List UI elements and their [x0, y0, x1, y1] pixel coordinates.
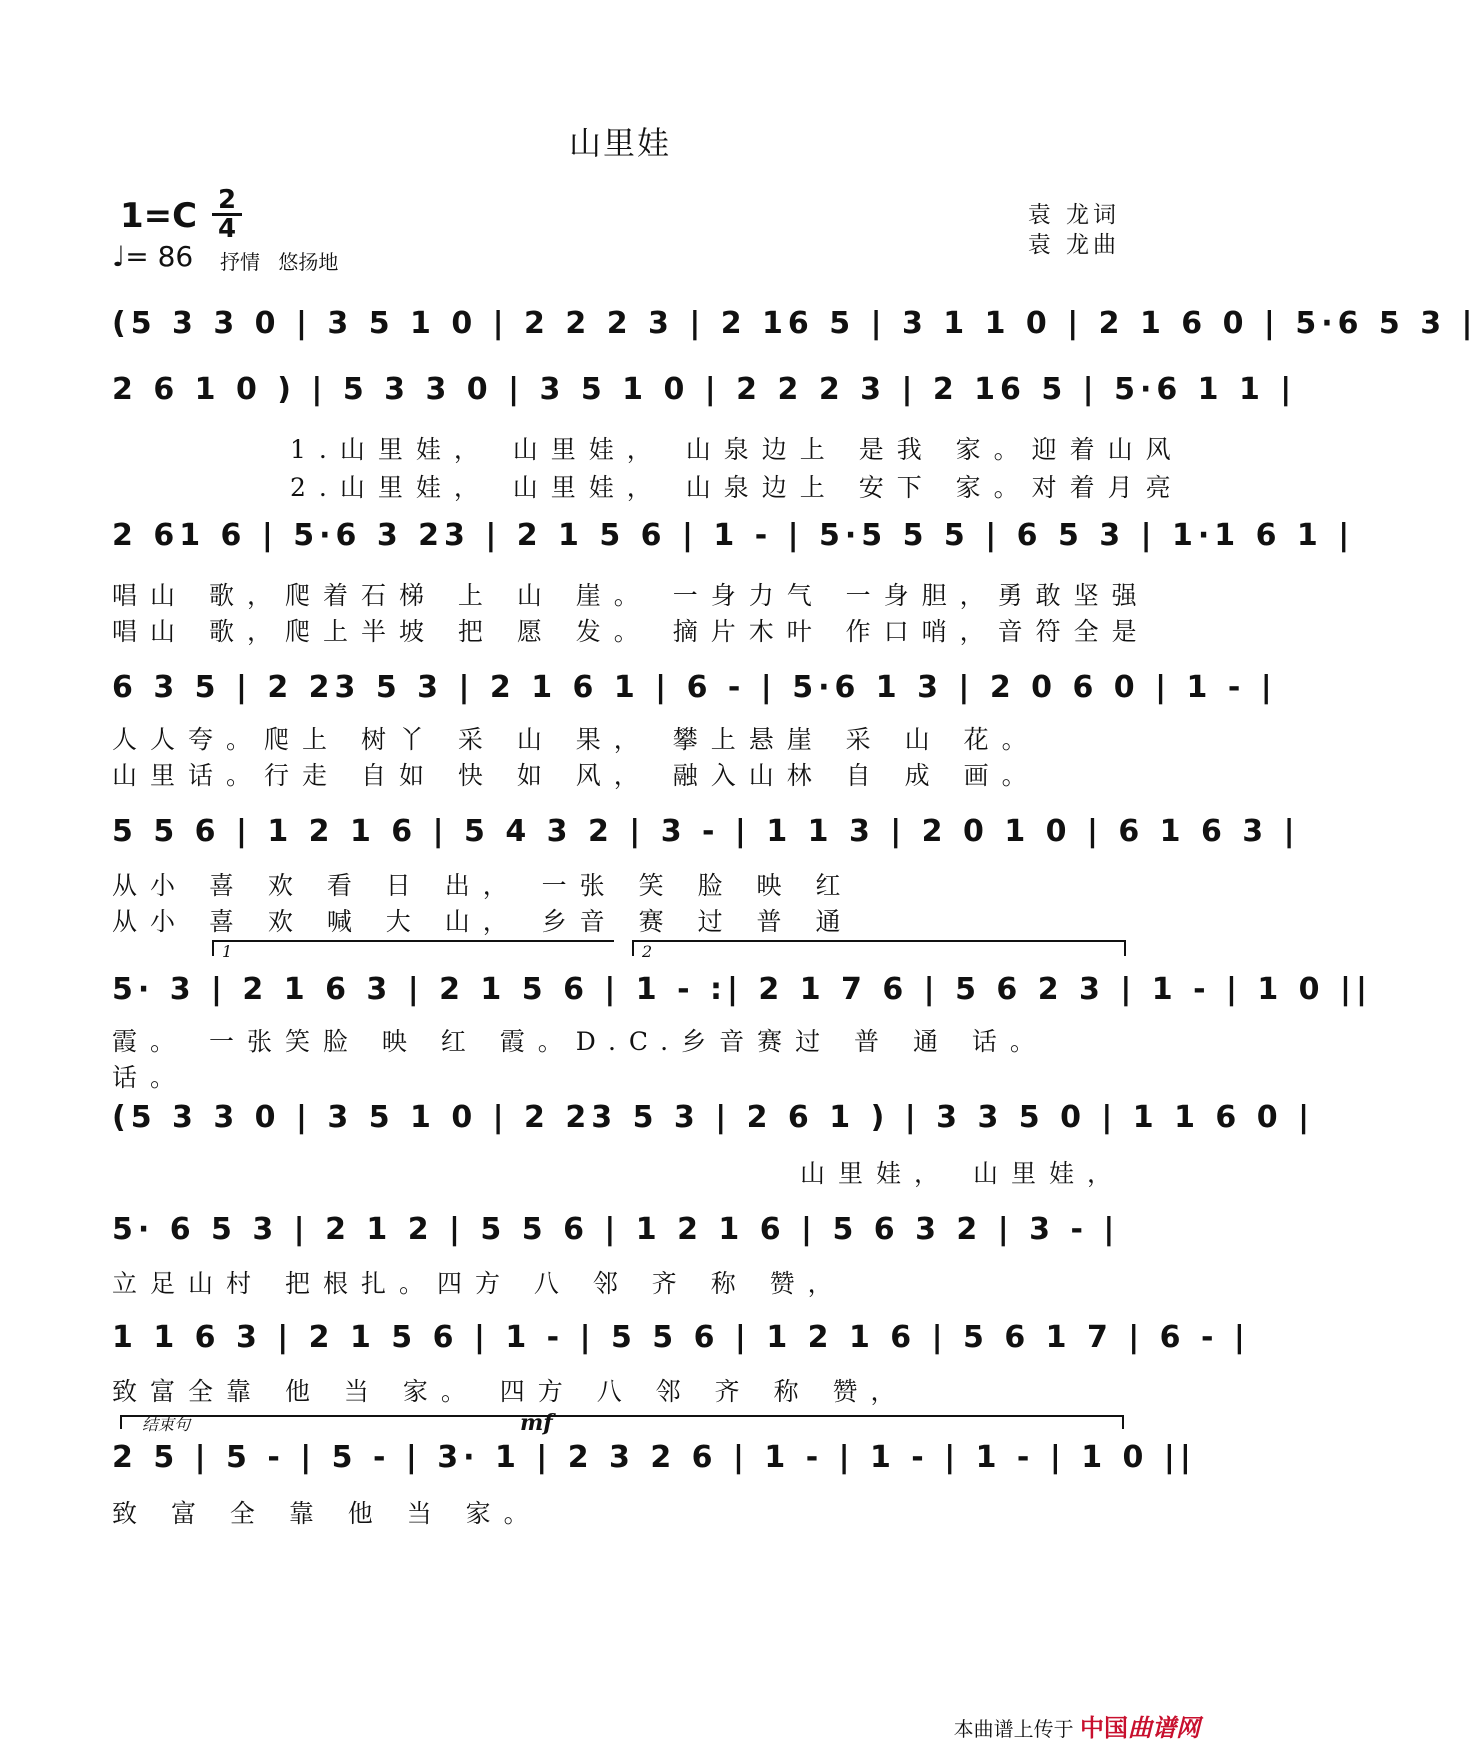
- lyric-row-3-verse-2: 唱山 歌，爬上半坡 把 愿 发。 摘片木叶 作口哨，音符全是: [112, 617, 1150, 646]
- lyric-row-4-verse-2: 山里话。行走 自如 快 如 风， 融入山林 自 成 画。: [112, 761, 1040, 790]
- expression-mark: 抒情 悠扬地: [220, 250, 339, 274]
- score-title: 山里娃: [568, 124, 671, 162]
- notation-row-5: 5 5 6 | 1 2 1 6 | 5 4 3 2 | 3 - | 1 1 3 | 2 0 1 0 | 6 1 6 3 |: [112, 814, 1300, 849]
- notation-row-7: (5 3 3 0 | 3 5 1 0 | 2 23 5 3 | 2 6 1 ) | 3 3 5 0 | 1 1 6 0 |: [112, 1100, 1315, 1135]
- notation-row-3: 2 61 6 | 5·6 3 23 | 2 1 5 6 | 1 - | 5·5 5 5 | 6 5 3 | 1·1 6 1 |: [112, 518, 1355, 553]
- lyric-row-6-verse-2: 话。: [112, 1063, 189, 1092]
- composer-credit: 袁 龙曲: [1027, 232, 1120, 258]
- volta-bracket-2: [632, 940, 1126, 961]
- lyric-row-9: 致富全靠 他 当 家。 四方 八 邻 齐 称 赞，: [112, 1377, 909, 1406]
- notation-row-1: (5 3 3 0 | 3 5 1 0 | 2 2 2 3 | 2 16 5 | 3 1 1 0 | 2 1 6 0 | 5·6 5 3 |: [112, 306, 1478, 341]
- lyric-row-10: 致 富 全 靠 他 当 家。: [112, 1499, 542, 1528]
- ending-bracket: [120, 1415, 1124, 1429]
- notation-row-10: 2 5 | 5 - | 5 - | 3· 1 | 2 3 2 6 | 1 - | 1 - | 1 - | 1 0 ||: [112, 1440, 1196, 1475]
- notation-row-6: 5· 3 | 2 1 6 3 | 2 1 5 6 | 1 - :| 2 1 7 6 | 5 6 2 3 | 1 - | 1 0 ||: [112, 972, 1372, 1007]
- time-signature: [212, 185, 242, 244]
- lyric-row-5-verse-2: 从小 喜 欢 喊 大 山， 乡音 赛 过 普 通: [112, 907, 854, 936]
- lyric-row-6-verse-1: 霞。 一张笑脸 映 红 霞。D.C.乡音赛过 普 通 话。: [112, 1027, 1048, 1056]
- lyric-row-2-verse-2: 2.山里娃， 山里娃， 山泉边上 安下 家。对着月亮: [290, 473, 1184, 502]
- key-signature: 1=C: [120, 196, 198, 236]
- lyric-row-5-verse-1: 从小 喜 欢 看 日 出， 一张 笑 脸 映 红: [112, 871, 854, 900]
- lyric-row-2-verse-1: 1.山里娃， 山里娃， 山泉边上 是我 家。迎着山风: [290, 435, 1184, 464]
- notation-row-8: 5· 6 5 3 | 2 1 2 | 5 5 6 | 1 2 1 6 | 5 6 3 2 | 3 - |: [112, 1212, 1120, 1247]
- footer-logo-main: 中国: [1080, 1714, 1128, 1742]
- lyric-row-3-verse-1: 唱山 歌，爬着石梯 上 山 崖。 一身力气 一身胆，勇敢坚强: [112, 581, 1150, 610]
- notation-row-9: 1 1 6 3 | 2 1 5 6 | 1 - | 5 5 6 | 1 2 1 6 | 5 6 1 7 | 6 - |: [112, 1320, 1250, 1355]
- tempo-mark: ♩= 86: [112, 240, 194, 273]
- footer-logo-sub: 曲谱网: [1128, 1714, 1200, 1742]
- footer-text: 本曲谱上传于: [953, 1717, 1074, 1741]
- footer-credit: [954, 1708, 1200, 1743]
- time-signature-bottom: 4: [217, 214, 237, 244]
- volta-bracket-1: [212, 940, 614, 961]
- lyric-row-7: 山里娃， 山里娃，: [800, 1159, 1125, 1188]
- volta-number-2: 2: [642, 942, 653, 961]
- volta-number-1: 1: [222, 942, 233, 961]
- ending-label: 结束句: [142, 1415, 191, 1434]
- dynamic-mark: mf: [520, 1410, 553, 1436]
- time-signature-top: 2: [217, 185, 237, 215]
- notation-row-4: 6 3 5 | 2 23 5 3 | 2 1 6 1 | 6 - | 5·6 1 3 | 2 0 6 0 | 1 - |: [112, 670, 1277, 705]
- notation-row-2: 2 6 1 0 ) | 5 3 3 0 | 3 5 1 0 | 2 2 2 3 | 2 16 5 | 5·6 1 1 |: [112, 372, 1297, 407]
- lyric-row-8: 立足山村 把根扎。四方 八 邻 齐 称 赞，: [112, 1269, 846, 1298]
- lyricist-credit: 袁 龙词: [1027, 202, 1120, 228]
- lyric-row-4-verse-1: 人人夸。爬上 树丫 采 山 果， 攀上悬崖 采 山 花。: [112, 725, 1040, 754]
